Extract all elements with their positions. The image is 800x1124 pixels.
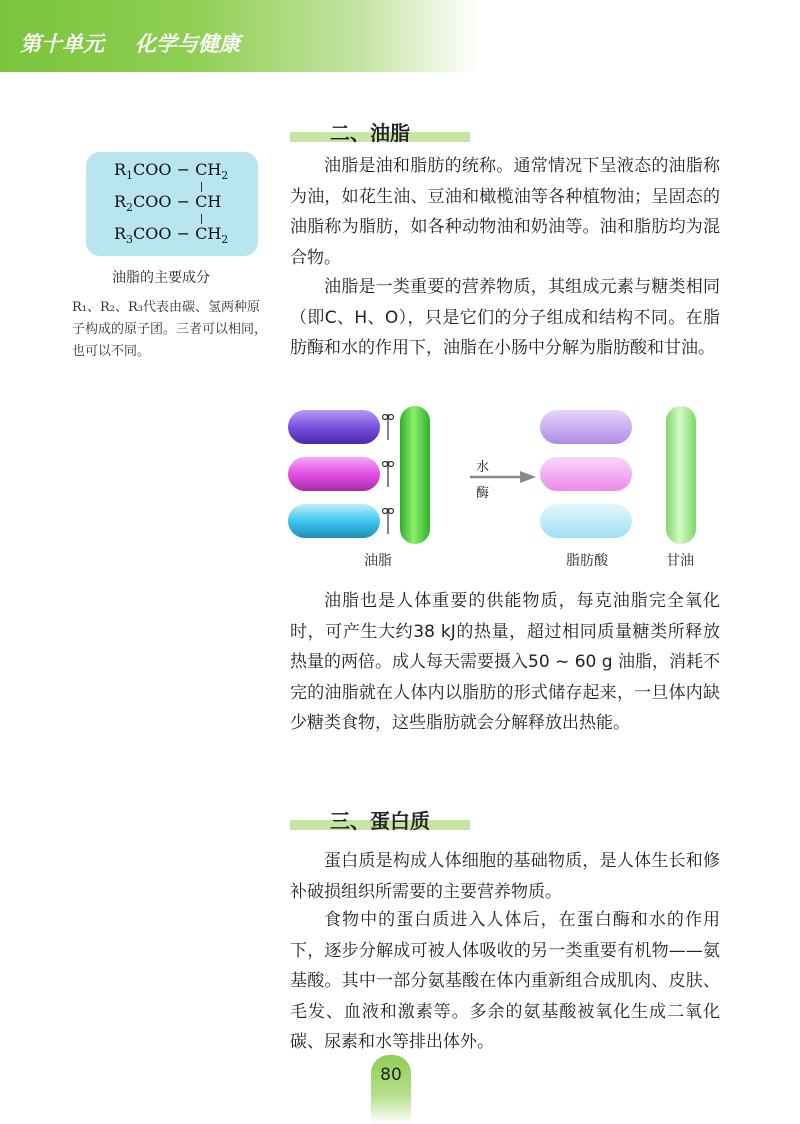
paragraph: 食物中的蛋白质进入人体后，在蛋白酶和水的作用下，逐步分解成可被人体吸收的另一类重要有机物——氨基酸。其中一部分氨基酸在体内重新组合成肌肉、皮肤、毛发、血液和激素等。多余的氨基酸被氧化生成二氧化碳、尿素和水等排出体外。 [290,910,720,1052]
arrow-label-enzyme: 酶 [476,486,490,501]
fatty-acid-chain-2 [288,457,380,491]
unit-title: 化学与健康 [135,32,240,56]
glycerol-product-bar [666,406,696,544]
section-heading-text: 三、蛋白质 [330,809,430,833]
scissors-icon [383,508,394,534]
fatty-acid-2 [540,457,632,491]
section-heading-text: 二、油脂 [330,121,410,145]
fatty-acid-chain-3 [288,504,380,538]
formula-line-2: $R_2COO$ − CH [114,192,222,215]
fat-hydrolysis-diagram [284,400,714,580]
bond-line-2 [201,214,202,224]
page-number: 80 [380,1065,402,1085]
chapter-header-band [0,0,480,72]
label-fatty-acid: 脂肪酸 [566,553,608,569]
reaction-arrow-head [520,471,536,483]
page-number-tab [371,1055,411,1124]
unit-label: 第十单元 [20,32,104,56]
section-heading-fats [290,120,470,145]
label-fat: 油脂 [364,553,392,569]
hydrolysis-svg [284,400,714,580]
arrow-label-water: 水 [476,460,490,475]
bond-line-1 [201,182,202,192]
section-heading-protein [290,808,470,833]
formula-line-1: $R_1COO - CH_2$ [114,160,229,183]
fatty-acid-chain-1 [288,410,380,444]
glycerol-bar [400,406,430,544]
label-glycerol: 甘油 [666,553,694,569]
formula-line-3: $R_3COO - CH_2$ [114,224,229,247]
paragraph: 油脂也是人体重要的供能物质，每克油脂完全氧化时，可产生大约38 kJ的热量，超过相同质量糖类所释放热量的两倍。成人每天需要摄入50 ~ 60 g 油脂，消耗不完的油脂就在人体内以脂肪的形式储存起来，一旦体内缺少糖类食物，这些脂肪就会分解释放出热能。 [290,591,720,733]
scissors-icon [383,414,394,440]
formula-note: R₁、R₂、R₃代表由碳、氢两种原子构成的原子团。三者可以相同，也可以不同。 [72,300,268,359]
paragraph: 蛋白质是构成人体细胞的基础物质，是人体生长和修补破损组织所需要的主要营养物质。 [290,851,720,902]
fatty-acid-3 [540,504,632,538]
paragraph: 油脂是一类重要的营养物质，其组成元素与糖类相同（即C、H、O），只是它们的分子组成和结构不同。在脂肪酶和水的作用下，油脂在小肠中分解为脂肪酸和甘油。 [290,277,720,358]
paragraph: 油脂是油和脂肪的统称。通常情况下呈液态的油脂称为油，如花生油、豆油和橄榄油等各种植物油；呈固态的油脂称为脂肪，如各种动物油和奶油等。油和脂肪均为混合物。 [290,156,720,268]
fatty-acid-1 [540,410,632,444]
scissors-icon [383,461,394,487]
formula-caption: 油脂的主要成分 [112,270,210,286]
